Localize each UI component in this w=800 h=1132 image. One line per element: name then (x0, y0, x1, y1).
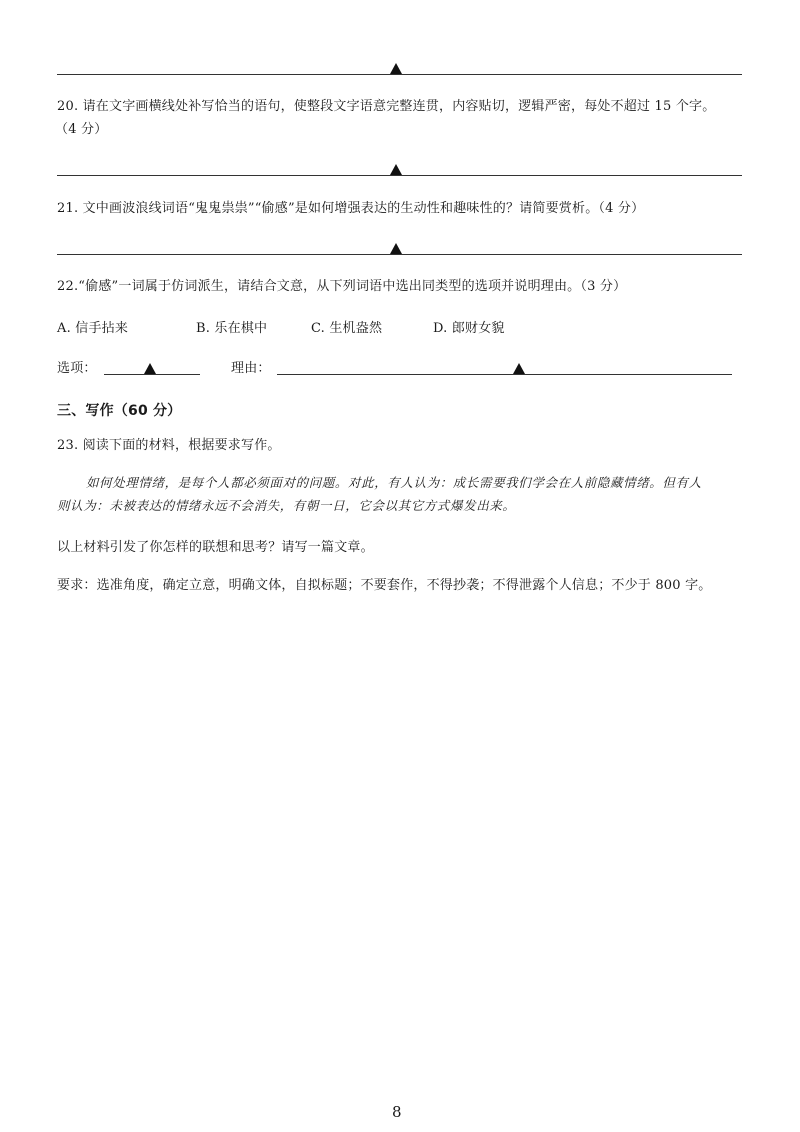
page-number: 8 (392, 1103, 402, 1121)
answer-marker (513, 363, 525, 374)
answer-marker (390, 63, 402, 74)
option-d: D. 郎财女貌 (433, 321, 505, 336)
option-b: B. 乐在棋中 (196, 321, 268, 336)
material-line-2: 则认为：未被表达的情绪永远不会消失，有朝一日，它会以其它方式爆发出来。 (57, 498, 516, 513)
section-title: 三、写作（60 分） (57, 403, 182, 419)
question-21-text: 21. 文中画波浪线词语“鬼鬼祟祟”“偷感”是如何增强表达的生动性和趣味性的？请简要赏析。（4 分） (57, 201, 645, 216)
answer-marker (390, 164, 402, 175)
reason-label: 理由： (231, 361, 271, 376)
material-line-1: 如何处理情绪，是每个人都必须面对的问题。对此，有人认为：成长需要我们学会在人前隐藏情绪。但有人 (86, 475, 702, 490)
option-a: A. 信手拈来 (57, 321, 129, 336)
question-22-text: 22.“偷感”一词属于仿词派生，请结合文意，从下列词语中选出同类型的选项并说明理由。（3 分） (57, 279, 627, 294)
question-20-text: 20. 请在文字画横线处补写恰当的语句，使整段文字语意完整连贯，内容贴切，逻辑严密，每处不超过 15 个字。 (57, 99, 716, 114)
choice-label: 选项： (57, 361, 97, 376)
choice-answer-line[interactable] (104, 374, 200, 375)
question-23-intro: 23. 阅读下面的材料，根据要求写作。 (57, 438, 281, 453)
question-20-answer-line[interactable] (57, 175, 742, 176)
reason-answer-line[interactable] (277, 374, 732, 375)
answer-marker (144, 363, 156, 374)
answer-marker (390, 243, 402, 254)
answer-line[interactable] (57, 74, 742, 75)
question-23-prompt: 以上材料引发了你怎样的联想和思考？请写一篇文章。 (57, 540, 374, 555)
question-21-answer-line[interactable] (57, 254, 742, 255)
question-20-score: （4 分） (55, 122, 108, 137)
option-c: C. 生机盎然 (311, 321, 383, 336)
question-23-requirements: 要求：选准角度，确定立意，明确文体，自拟标题；不要套作，不得抄袭；不得泄露个人信息；不少于 800 字。 (57, 578, 712, 593)
